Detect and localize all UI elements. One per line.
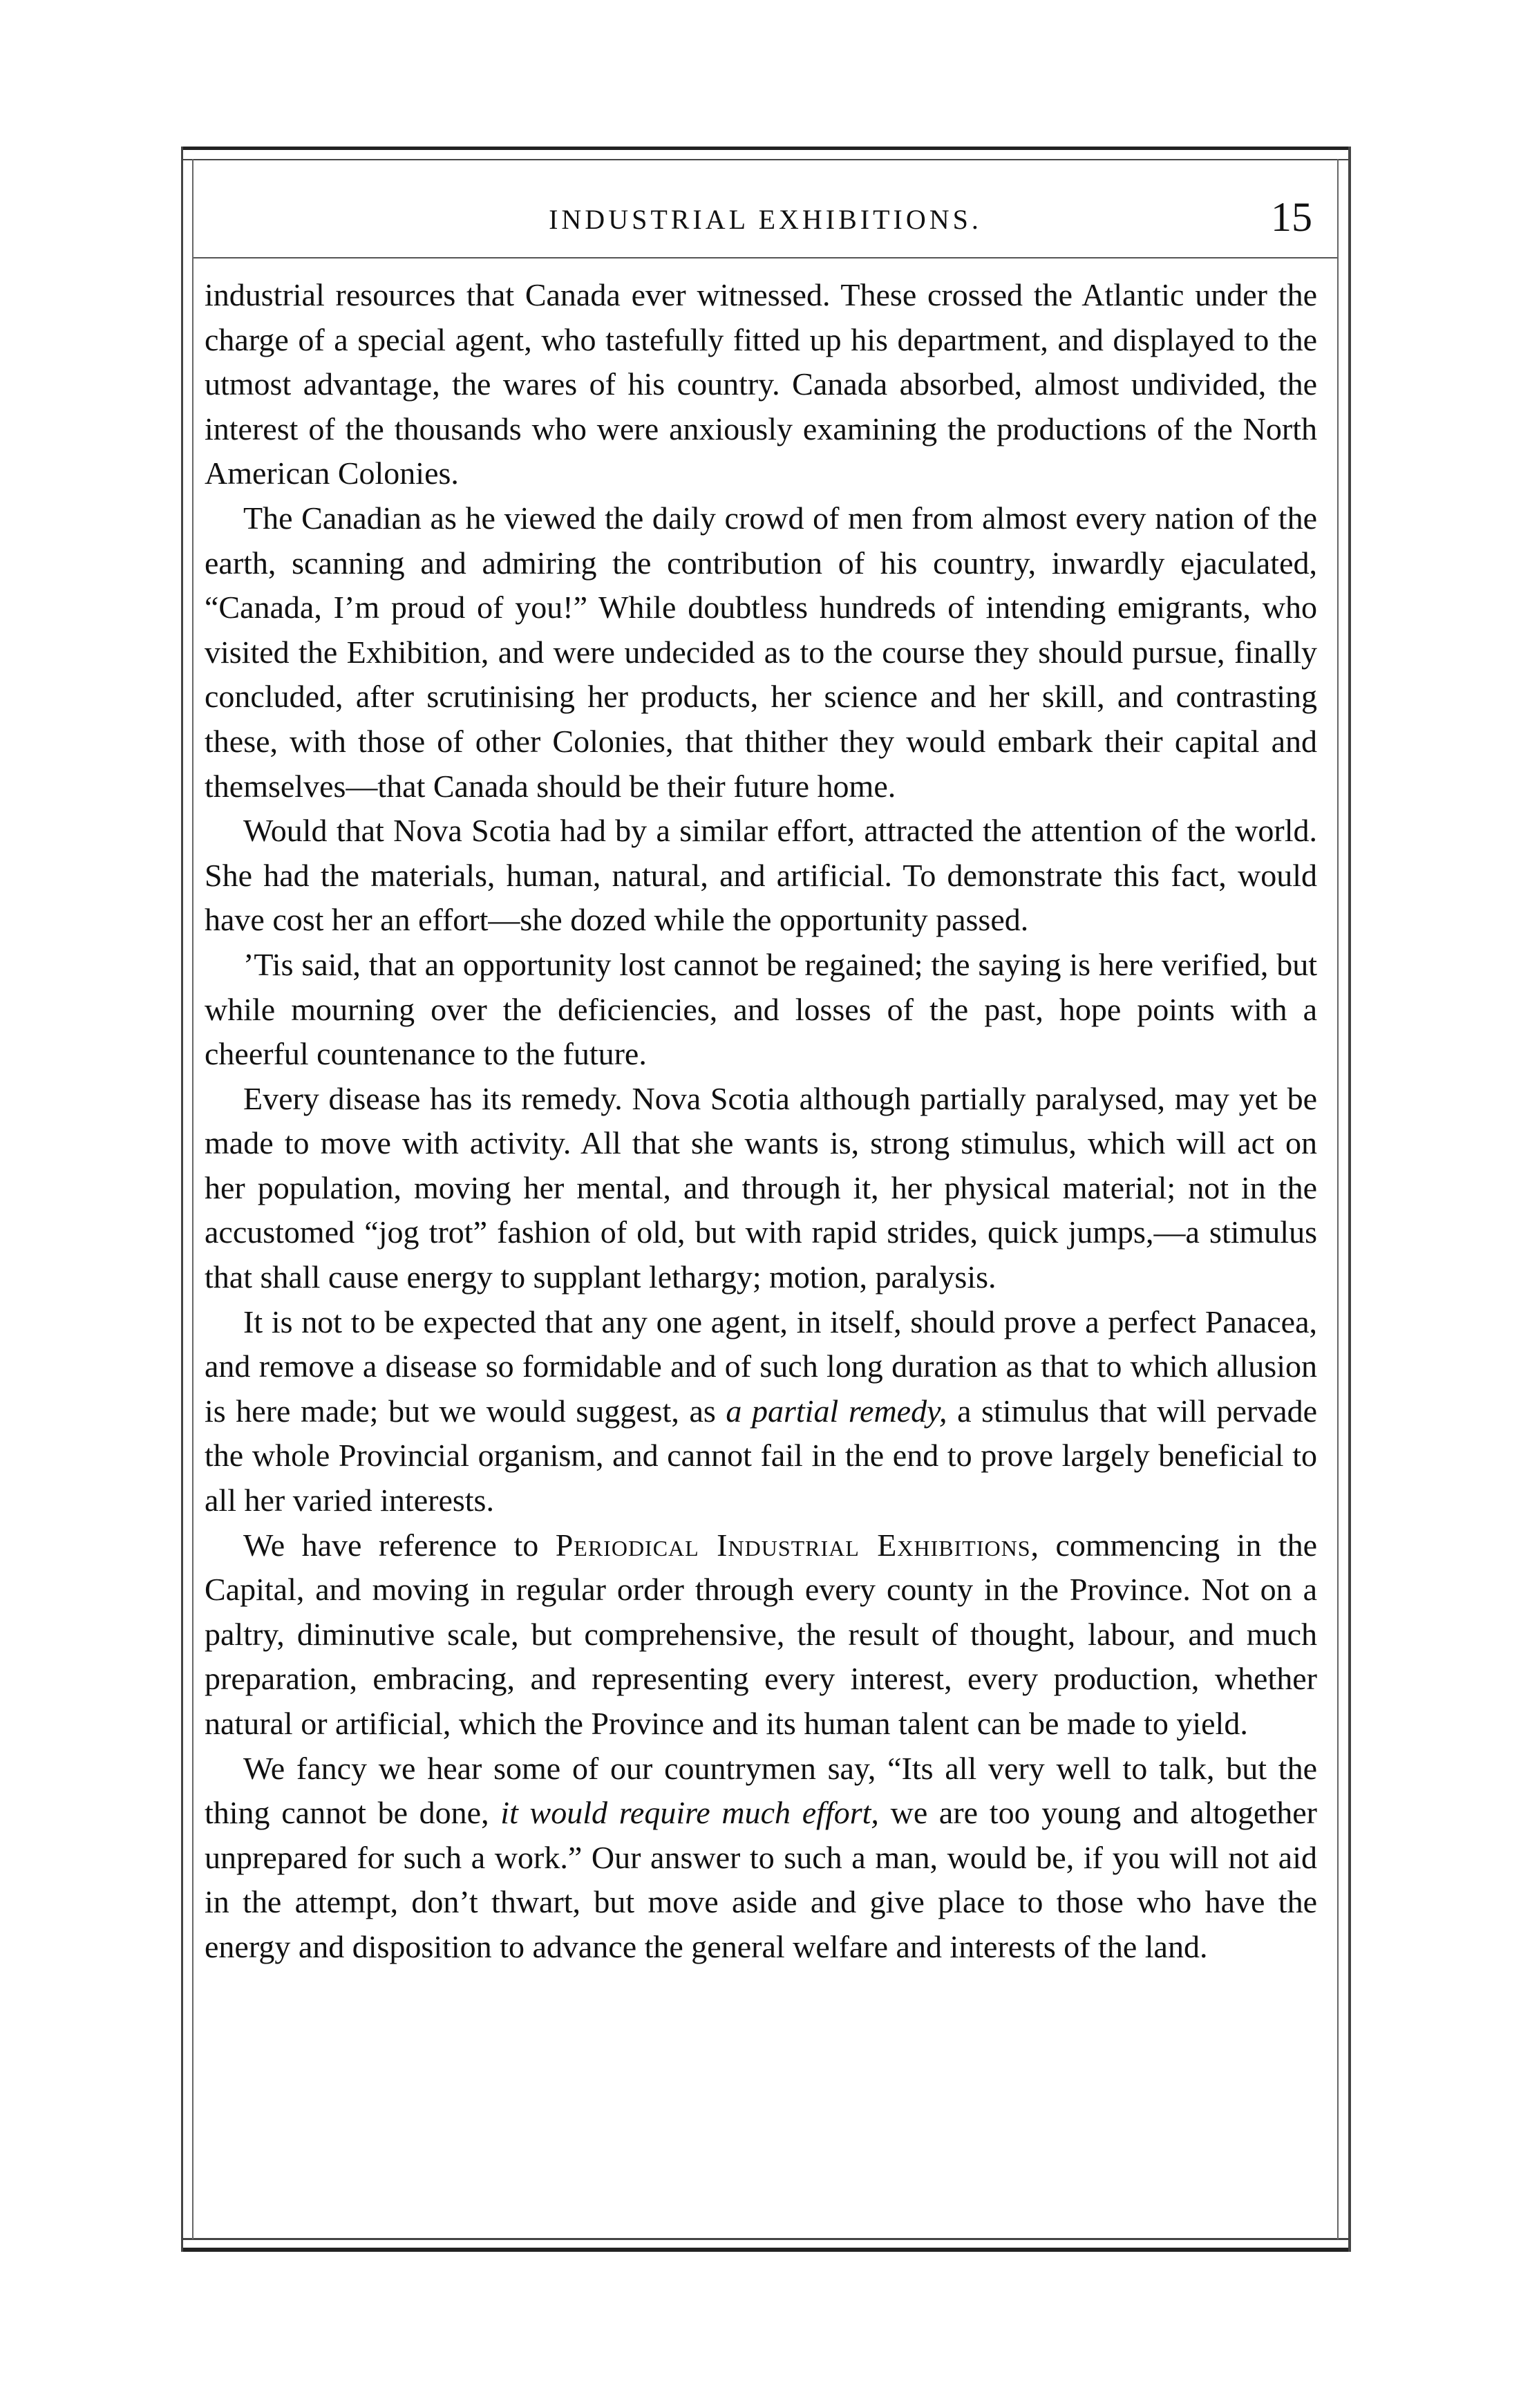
frame-left-inner-rule	[192, 159, 193, 2239]
frame-bottom-inner-rule	[181, 2238, 1351, 2240]
text-segment: industrial resources that Canada ever witnessed. These crossed the Atlantic under the charge of a special agent, who tastefully fitted up his department, and displayed to the utmost advantage, the wares of his country. Canada absorbed, almost undivided, the interest of the thousands who were anxiously examining the productions of the North American Colonies.	[205, 277, 1317, 491]
paragraph	[205, 496, 1317, 809]
running-title: INDUSTRIAL EXHIBITIONS.	[549, 204, 982, 235]
text-segment: a partial remedy,	[726, 1393, 947, 1429]
frame-top-rule	[181, 147, 1351, 150]
paragraph	[205, 273, 1317, 496]
text-segment: Periodical Industrial Exhibitions	[555, 1527, 1031, 1563]
paragraph	[205, 1747, 1317, 1970]
paragraph	[205, 1300, 1317, 1523]
paragraph	[205, 1077, 1317, 1300]
text-segment: We have reference to	[243, 1527, 556, 1563]
frame-left-rule	[181, 147, 183, 2252]
text-segment: It is not to be expected that any one agent, in itself, should prove a perfect Panacea, and remove a disease so formidable and of such long duration as that to which allusion is here made; but we would suggest, as	[205, 1304, 1317, 1429]
body-text	[205, 273, 1317, 1970]
text-segment: ’Tis said, that an opportunity lost cannot be regained; the saying is here verified, but while mourning over the deficiencies, and losses of the past, hope points with a cheerful countenance to the future.	[205, 946, 1317, 1072]
header-divider	[193, 257, 1337, 258]
text-segment: we are too young and altogether unprepared for such a work.” Our answer to such a man, would be, if you will not aid in the attempt, don’t thwart, but move aside and give place to those who have the energy and disposition to advance the general welfare and interests of the land.	[205, 1795, 1317, 1964]
paragraph	[205, 943, 1317, 1077]
running-head	[193, 194, 1337, 249]
frame-right-rule	[1348, 147, 1351, 2252]
frame-bottom-rule	[181, 2248, 1351, 2252]
text-segment: a stimulus that will pervade the whole Provincial organism, and cannot fail in the end to prove largely beneficial to all her varied interests.	[205, 1393, 1318, 1518]
text-segment: The Canadian as he viewed the daily crowd of men from almost every nation of the earth, scanning and admiring the contribution of his country, inwardly ejaculated, “Canada, I’m proud of you!” While doubtless hundreds of intending emigrants, who visited the Exhibition, and were undecided as to the course they should pursue, finally concluded, after scrutinising her products, her science and her skill, and contrasting these, with those of other Colonies, that thither they would embark their capital and themselves—that Canada should be their future home.	[205, 500, 1317, 804]
text-segment: Would that Nova Scotia had by a similar effort, attracted the attention of the world. She had the materials, human, natural, and artificial. To demonstrate this fact, would have cost her an effort—she dozed while the opportunity passed.	[205, 813, 1317, 938]
text-segment: it would require much effort,	[500, 1795, 879, 1831]
text-segment: , commencing in the Capital, and moving in regular order through every county in the Province. Not on a paltry, diminutive scale, but comprehensive, the result of thought, labour, and much preparation, embracing, and representing every interest, every production, whether natural or artificial, which the Province and its human talent can be made to yield.	[205, 1527, 1317, 1741]
paragraph	[205, 1523, 1317, 1747]
frame-right-inner-rule	[1337, 159, 1339, 2239]
frame-top-inner-rule	[181, 159, 1351, 160]
page-number: 15	[1271, 194, 1312, 240]
text-segment: We fancy we hear some of our countrymen say, “Its all very well to talk, but the thing cannot be done,	[205, 1750, 1317, 1831]
paragraph	[205, 809, 1317, 943]
text-segment: Every disease has its remedy. Nova Scotia although partially paralysed, may yet be made to move with activity. All that she wants is, strong stimulus, which will act on her population, moving her mental, and through it, her physical material; not in the accustomed “jog trot” fashion of old, but with rapid strides, quick jumps,—a stimulus that shall cause energy to supplant lethargy; motion, paralysis.	[205, 1080, 1317, 1295]
